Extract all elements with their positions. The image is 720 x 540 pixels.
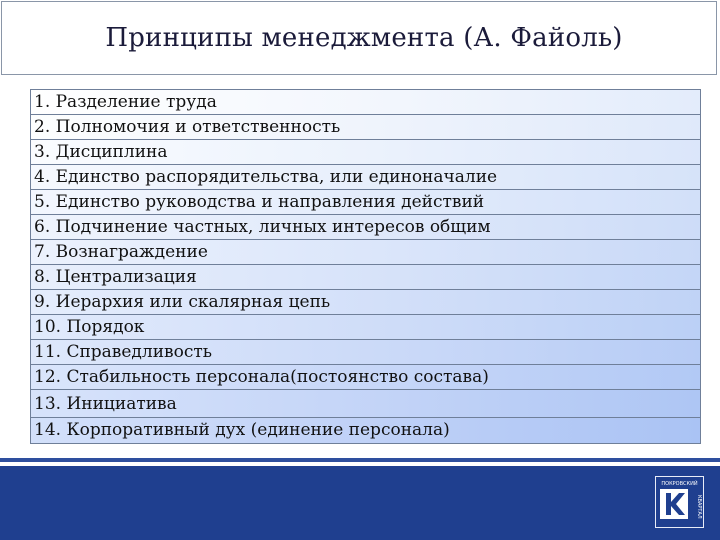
list-item: 9. Иерархия или скалярная цепь bbox=[31, 290, 700, 315]
logo bbox=[655, 476, 704, 528]
footer-bar bbox=[0, 466, 720, 540]
list-item: 8. Централизация bbox=[31, 265, 700, 290]
logo-mark-icon bbox=[660, 489, 688, 519]
list-item: 13. Инициатива bbox=[31, 390, 700, 418]
list-item: 6. Подчинение частных, личных интересов общим bbox=[31, 215, 700, 240]
page-title: Принципы менеджмента (А. Файоль) bbox=[105, 23, 623, 53]
list-item: 1. Разделение труда bbox=[31, 90, 700, 115]
list-item: 2. Полномочия и ответственность bbox=[31, 115, 700, 140]
logo-side-text: КВАРТАЛ bbox=[696, 495, 702, 519]
logo-top-text: ПОКРОВСКИЙ bbox=[661, 481, 698, 487]
list-item: 11. Справедливость bbox=[31, 340, 700, 365]
list-item: 5. Единство руководства и направления действий bbox=[31, 190, 700, 215]
list-item: 10. Порядок bbox=[31, 315, 700, 340]
title-box bbox=[1, 1, 717, 75]
principles-list bbox=[30, 89, 701, 444]
footer-divider bbox=[0, 458, 720, 462]
list-item: 14. Корпоративный дух (единение персонала) bbox=[31, 418, 700, 443]
list-item: 4. Единство распорядительства, или единоначалие bbox=[31, 165, 700, 190]
list-item: 3. Дисциплина bbox=[31, 140, 700, 165]
list-item: 12. Стабильность персонала(постоянство состава) bbox=[31, 365, 700, 390]
list-item: 7. Вознаграждение bbox=[31, 240, 700, 265]
